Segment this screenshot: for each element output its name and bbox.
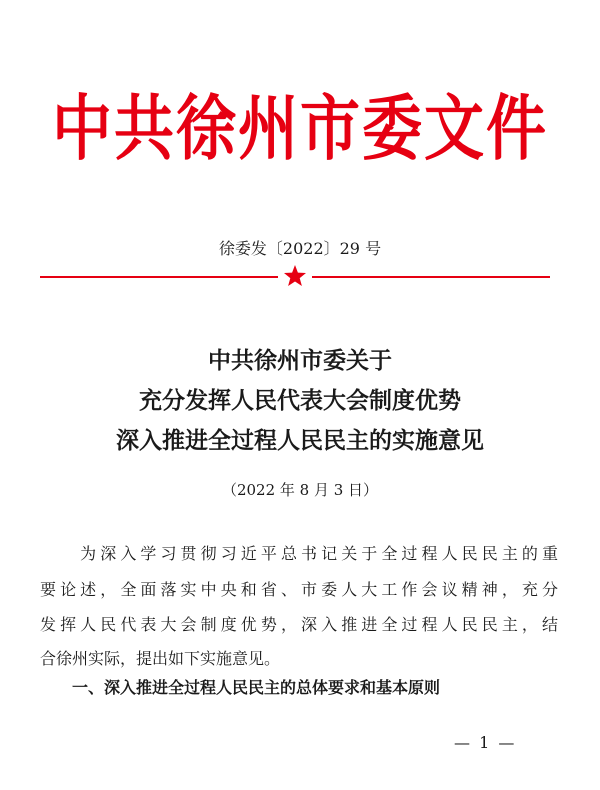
section-heading: 一、深入推进全过程人民民主的总体要求和基本原则 bbox=[72, 678, 441, 697]
document-number: 徐委发〔2022〕29 号 bbox=[218, 239, 382, 258]
document-masthead: 中共徐州市委文件 bbox=[52, 88, 548, 171]
document-title-line-3: 深入推进全过程人民民主的实施意见 bbox=[116, 427, 484, 454]
document-title-line-1: 中共徐州市委关于 bbox=[208, 347, 392, 374]
body-paragraph-line: 合徐州实际，提出如下实施意见。 bbox=[40, 649, 281, 668]
body-paragraph-line: 要论述，全面落实中央和省、市委人大工作会议精神，充分 bbox=[40, 580, 558, 599]
red-divider-right bbox=[312, 276, 550, 278]
page-number: — 1 — bbox=[454, 733, 517, 752]
body-paragraph-line: 发挥人民代表大会制度优势，深入推进全过程人民民主，结 bbox=[40, 615, 558, 634]
red-divider-left bbox=[40, 276, 278, 278]
red-star-icon bbox=[283, 264, 307, 288]
document-title-line-2: 充分发挥人民代表大会制度优势 bbox=[139, 387, 461, 414]
document-date: （2022 年 8 月 3 日） bbox=[221, 481, 379, 499]
body-paragraph-line: 为深入学习贯彻习近平总书记关于全过程人民民主的重 bbox=[40, 544, 558, 563]
